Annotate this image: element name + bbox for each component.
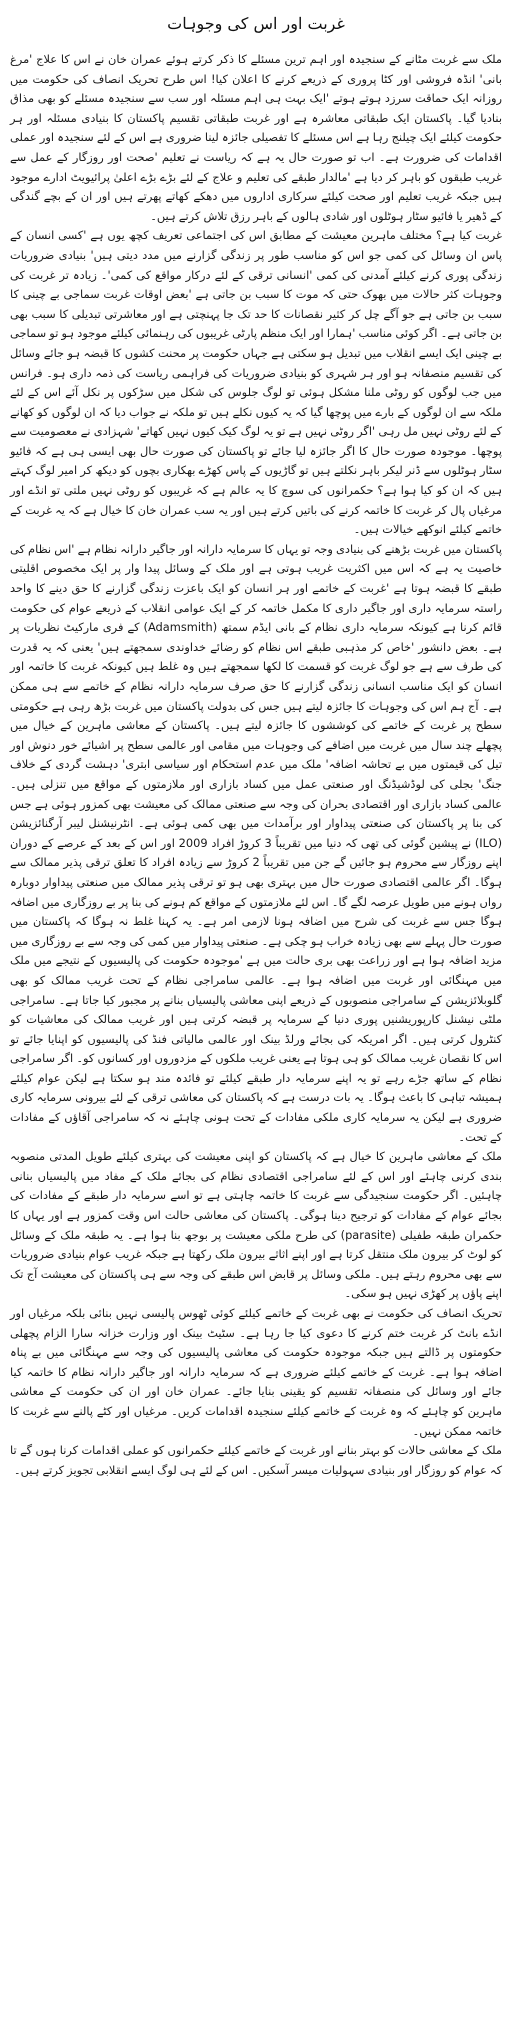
paragraph-5: تحریک انصاف کی حکومت نے بھی غربت کے خاتمے کیلئے کوئی ٹھوس پالیسی نہیں بنائی بلکہ مرغیاں اور انڈے بانٹ کر غربت ختم کرنے کا دعوی کیا جا رہا ہے۔ سٹیٹ بینک اور وزارت خزانہ سارا الزام پچھلی حکومتوں پر ڈالتے ہیں جبکہ موجودہ حکومت کی معاشی پالیسیوں کی وجہ سے مہنگائی میں بے پناہ اضافہ ہوا ہے۔ غربت کے خاتمے کیلئے ضروری ہے کہ سرمایہ دارانہ اور جاگیر دارانہ نظام کا خاتمہ کیا جائے اور وسائل کی منصفانہ تقسیم کو یقینی بنایا جائے۔ عمران خان اور ان کی حکومت کے معاشی ماہرین کو چاہئے کہ وہ غربت کے خاتمے کیلئے سنجیدہ اقدامات کریں۔ مرغیاں اور کٹے پالنے سے غربت کا خاتمہ ممکن نہیں۔: [10, 1306, 502, 1438]
column-headline: غربت اور اس کی وجوہات: [167, 14, 345, 33]
paragraph-2: غربت کیا ہے؟ مختلف ماہرین معیشت کے مطابق اس کی اجتماعی تعریف کچھ یوں ہے 'کسی انسان کے پاس ان وسائل کی کمی جو اس کو مناسب طور پر زندگی گزارنے میں مدد دیتی ہیں' بنیادی ضروریات زندگی پوری کرنے کیلئے آمدنی کی کمی 'انسانی ترقی کے لئے درکار مواقع کی کمی'۔ زیادہ تر غربت کی وجوہات کثر حالات میں بھوک حتی کہ موت کا سبب بن جاتی ہے 'بعض اوقات غربت سماجی بے چینی کا سبب بن جاتی ہے جو آگے چل کر کثیر نقصانات کا حد تک جا پہنچتی ہے اور معاشرتی تبدیلی کا سبب بھی بن جاتی ہے۔ اگر کوئی مناسب 'ہمارا اور ایک منظم پارٹی غریبوں کی رہنمائی کیلئے موجود ہو تو سماجی بے چینی ایک ایسے انقلاب میں تبدیل ہو سکتی ہے جہاں حکومت پر محنت کشوں کا قبضہ ہو جائے وسائل کی تقسیم منصفانہ ہو اور ہر شہری کو بنیادی ضروریات کی فراہمی ریاست کی ذمہ داری ہو۔ فرانس میں جب لوگوں کو روٹی ملنا مشکل ہوئی تو لوگ جلوس کی شکل میں سڑکوں پر نکل آئے اس کے لئے ملکہ سے ان لوگوں کے بارے میں پوچھا گیا کہ یہ کیوں نکلے ہیں تو ملکہ نے جواب دیا کہ ان لوگوں کو کھانے کے لئے روٹی نہیں مل رہی 'اگر روٹی نہیں ہے تو یہ لوگ کیک کیوں نہیں کھاتے' شہزادی نے معصومیت سے پوچھا۔ موجودہ صورت حال کا اگر جائزہ لیا جائے تو پاکستان کی صورت حال بھی ایسی ہی ہے کہ فائیو سٹار ہوٹلوں سے ڈنر لیکر باہر نکلتے ہیں تو گاڑیوں کے پاس کھڑے بھکاری بچوں کو دیکھ کر امیر لوگ کہتے ہیں کہ ان کو کیا ہوا ہے؟ حکمرانوں کی سوچ کا یہ عالم ہے کہ غریبوں کو روٹی نہیں ملتی تو انڈے اور مرغیاں پال کر غربت کا خاتمہ کرنے کی باتیں کرتے ہیں اور یہ سب عمران خان کا خیال ہے کہ یہ غربت کے خاتمے کیلئے انوکھے خیالات ہیں۔: [10, 228, 502, 537]
paragraph-4: ملک کے معاشی ماہرین کا خیال ہے کہ پاکستان کو اپنی معیشت کی بہتری کیلئے طویل المدتی منصوبہ بندی کرنی چاہئے اور اس کے لئے سامراجی اقتصادی نظام کی بجائے ملک کے مفاد میں پالیسیاں بنانی چاہئیں۔ اگر حکومت سنجیدگی سے غربت کا خاتمہ چاہتی ہے تو اسے سرمایہ دار طبقے کے مفادات کی بجائے عوام کے مفادات کو ترجیح دینا ہوگی۔ پاکستان کی معاشی حالت اس وقت کمزور ہے اور یہاں کا حکمران طبقہ طفیلی (parasite) کی طرح ملکی معیشت پر بوجھ بنا ہوا ہے۔ یہ طبقہ ملک کے وسائل کو لوٹ کر بیرون ملک منتقل کرتا ہے اور اپنے اثاثے بیرون ملک رکھتا ہے جبکہ غریب عوام بنیادی ضروریات سے بھی محروم رہتے ہیں۔ ملکی وسائل پر قابض اس طبقے کی وجہ سے ہی پاکستان کی معیشت آج تک اپنے پاؤں پر کھڑی نہیں ہو سکی۔: [10, 1149, 502, 1301]
paragraph-3: پاکستان میں غربت بڑھنے کی بنیادی وجہ تو یہاں کا سرمایہ دارانہ اور جاگیر دارانہ نظام ہے 'اس نظام کی خاصیت یہ ہے کہ اس میں اکثریت غریب ہوتی ہے اور ملک کے وسائل پیدا وار پر ایک مخصوص اقلیتی طبقے کا قبضہ ہوتا ہے 'غربت کے خاتمے اور ہر انسان کو ایک باعزت زندگی گزارنے کا حق دینے کا واحد راستہ سرمایہ داری اور جاگیر داری کا مکمل خاتمہ کر کے ایک عوامی انقلاب کے ذریعے عوام کی حکومت قائم کرنا ہے کیونکہ سرمایہ داری نظام کے بانی ایڈم سمتھ (Adamsmith) کے فری مارکیٹ نظریات پر ہے۔ بعض دانشور 'خاص کر مذہبی طبقے اس نظام کو رضائے خداوندی سمجھتے ہیں' یعنی کہ یہ قدرت کی طرف سے ہے جو لوگ غربت کو قسمت کا لکھا سمجھتے ہیں وہ غلط ہیں کیونکہ غربت کا خاتمہ اور انسان کو ایک مناسب انسانی زندگی گزارنے کا حق صرف سرمایہ دارانہ نظام کے خاتمے سے ہی ممکن ہے۔ آج ہم اس کی وجوہات کا جائزہ لیتے ہیں جس کی بدولت پاکستان میں غربت بڑھ رہی ہے حکومتی سطح پر غربت کے خاتمے کی کوششوں کا جائزہ لیتے ہیں۔ پاکستان کے معاشی ماہرین کے خیال میں پچھلے چند سال میں غربت میں اضافے کی وجوہات میں مقامی اور عالمی سطح پر اشیائے خور دنوش اور تیل کی قیمتوں میں بے تحاشہ اضافہ' ملک میں عدم استحکام اور سیاسی ابتری' دہشت گردی کے خلاف جنگ' بجلی کی لوڈشیڈنگ اور صنعتی عمل میں کساد بازاری اور ملازمتوں کے مواقع میں تنزلی ہیں۔ عالمی کساد بازاری اور اقتصادی بحران کی وجہ سے صنعتی ممالک کی معیشت بھی کمزور ہوئی ہے جس کی بنا پر پاکستان کی صنعتی پیداوار اور برآمدات میں بھی کمی ہوئی ہے۔ انٹرنیشنل لیبر آرگنائزیشن (ILO) نے پیشین گوئی کی تھی کہ دنیا میں تقریباً 3 کروڑ افراد 2009 اور اس کے بعد کے عرصے کے دوران اپنے روزگار سے محروم ہو جائیں گے جن میں تقریباً 2 کروڑ سے زیادہ افراد کا تعلق ترقی پذیر ممالک سے ہوگا۔ اگر عالمی اقتصادی صورت حال میں بہتری بھی ہو تو ترقی پذیر ممالک میں صنعتی پیداوار دوبارہ رواں ہونے میں طویل عرصہ لگے گا۔ اس لئے ملازمتوں کے مواقع کم ہونے کی بنا پر بے روزگاری میں اضافہ ہوگا جس سے غربت کی شرح میں اضافہ ہونا لازمی امر ہے۔ یہ کہنا غلط نہ ہوگا کہ پاکستان میں صورت حال پہلے سے بھی زیادہ خراب ہو چکی ہے۔ صنعتی پیداوار میں کمی کی وجہ سے بے روزگاری میں مزید اضافہ ہوا ہے اور زراعت بھی بری حالت میں ہے 'موجودہ حکومت کی پالیسیوں کے نتیجے میں ملک میں مہنگائی اور غربت میں اضافہ ہوا ہے۔ عالمی سامراجی نظام کے تحت غریب ممالک کو بھی گلوبلائزیشن کے سامراجی منصوبوں کے ذریعے اپنی معاشی پالیسیاں بنانے پر مجبور کیا جاتا ہے۔ سامراجی ملٹی نیشنل کارپوریشنیں پوری دنیا کے سرمایہ پر قبضہ کرتی ہیں اور غریب ممالک کی معاشیات کو کنٹرول کرتی ہیں۔ اگر امریکہ کی بجائے ورلڈ بینک اور عالمی مالیاتی فنڈ کی پالیسیوں کو اپنایا جائے تو اس کا نقصان غریب ممالک کو ہی ہوتا ہے یعنی غریب ملکوں کے مزدوروں اور کسانوں کو۔ اگر سامراجی نظام کے ساتھ جڑے رہے تو یہ اپنے سرمایہ دار طبقے کیلئے تو فائدہ مند ہو سکتا ہے لیکن عوام کیلئے ہمیشہ تباہی کا باعث ہوگا۔ یہ بات درست ہے کہ پاکستان کی معاشی ترقی کے لئے بیرونی سرمایہ کاری ضروری ہے لیکن یہ سرمایہ کاری ملکی مفادات کے تحت ہونی چاہئے نہ کہ سامراجی آقاؤں کے مفادات کے تحت۔: [10, 541, 503, 1144]
paragraph-1: ملک سے غربت مٹانے کے سنجیدہ اور اہم ترین مسئلے کا ذکر کرتے ہوئے عمران خان نے اس کا علاج 'مرغ بانی' انڈہ فروشی اور کٹا پروری کے ذریعے کرنے کا اعلان کیا! اس طرح تحریک انصاف کی حکومت میں روزانہ ایک حماقت سرزد ہوتے ہوتے 'ایک بہت ہی اہم مسئلہ اور سب سے سنجیدہ مسئلے کو بھی مذاق بنادیا گیا۔ پاکستان ایک طبقاتی معاشرہ ہے اور غربت طبقاتی تقسیم پاکستان کا بنیادی مسئلہ اور ہر حکومت کیلئے ایک چیلنج رہا ہے اس مسئلے کا تفصیلی جائزہ لینا ضروری ہے اس کے لئے سنجیدہ اور عملی اقدامات کی ضرورت ہے۔ اب تو صورت حال یہ ہے کہ ریاست نے تعلیم 'صحت اور روزگار کے عمل سے غریب طبقوں کو باہر کر دیا ہے 'مالدار طبقے کی تعلیم و علاج کے لئے بڑے بڑے اعلیٰ پرائیویٹ ادارے موجود ہیں جبکہ غریب تعلیم اور صحت کیلئے سرکاری اداروں میں دھکے کھاتے پھرتے ہیں اور ان کے بچے گندگی کے ڈھیر یا فائیو سٹار ہوٹلوں اور شادی ہالوں کے باہر رزق تلاش کرتے ہیں۔: [10, 52, 502, 223]
column-body: [10, 50, 502, 1480]
paragraph-6: ملک کے معاشی حالات کو بہتر بنانے اور غربت کے خاتمے کیلئے حکمرانوں کو عملی اقدامات کرنا ہوں گے تا کہ عوام کو روزگار اور بنیادی سہولیات میسر آسکیں۔ اس کے لئے ہی لوگ ایسے انقلابی تجویز کرتے ہیں۔: [10, 1443, 502, 1477]
